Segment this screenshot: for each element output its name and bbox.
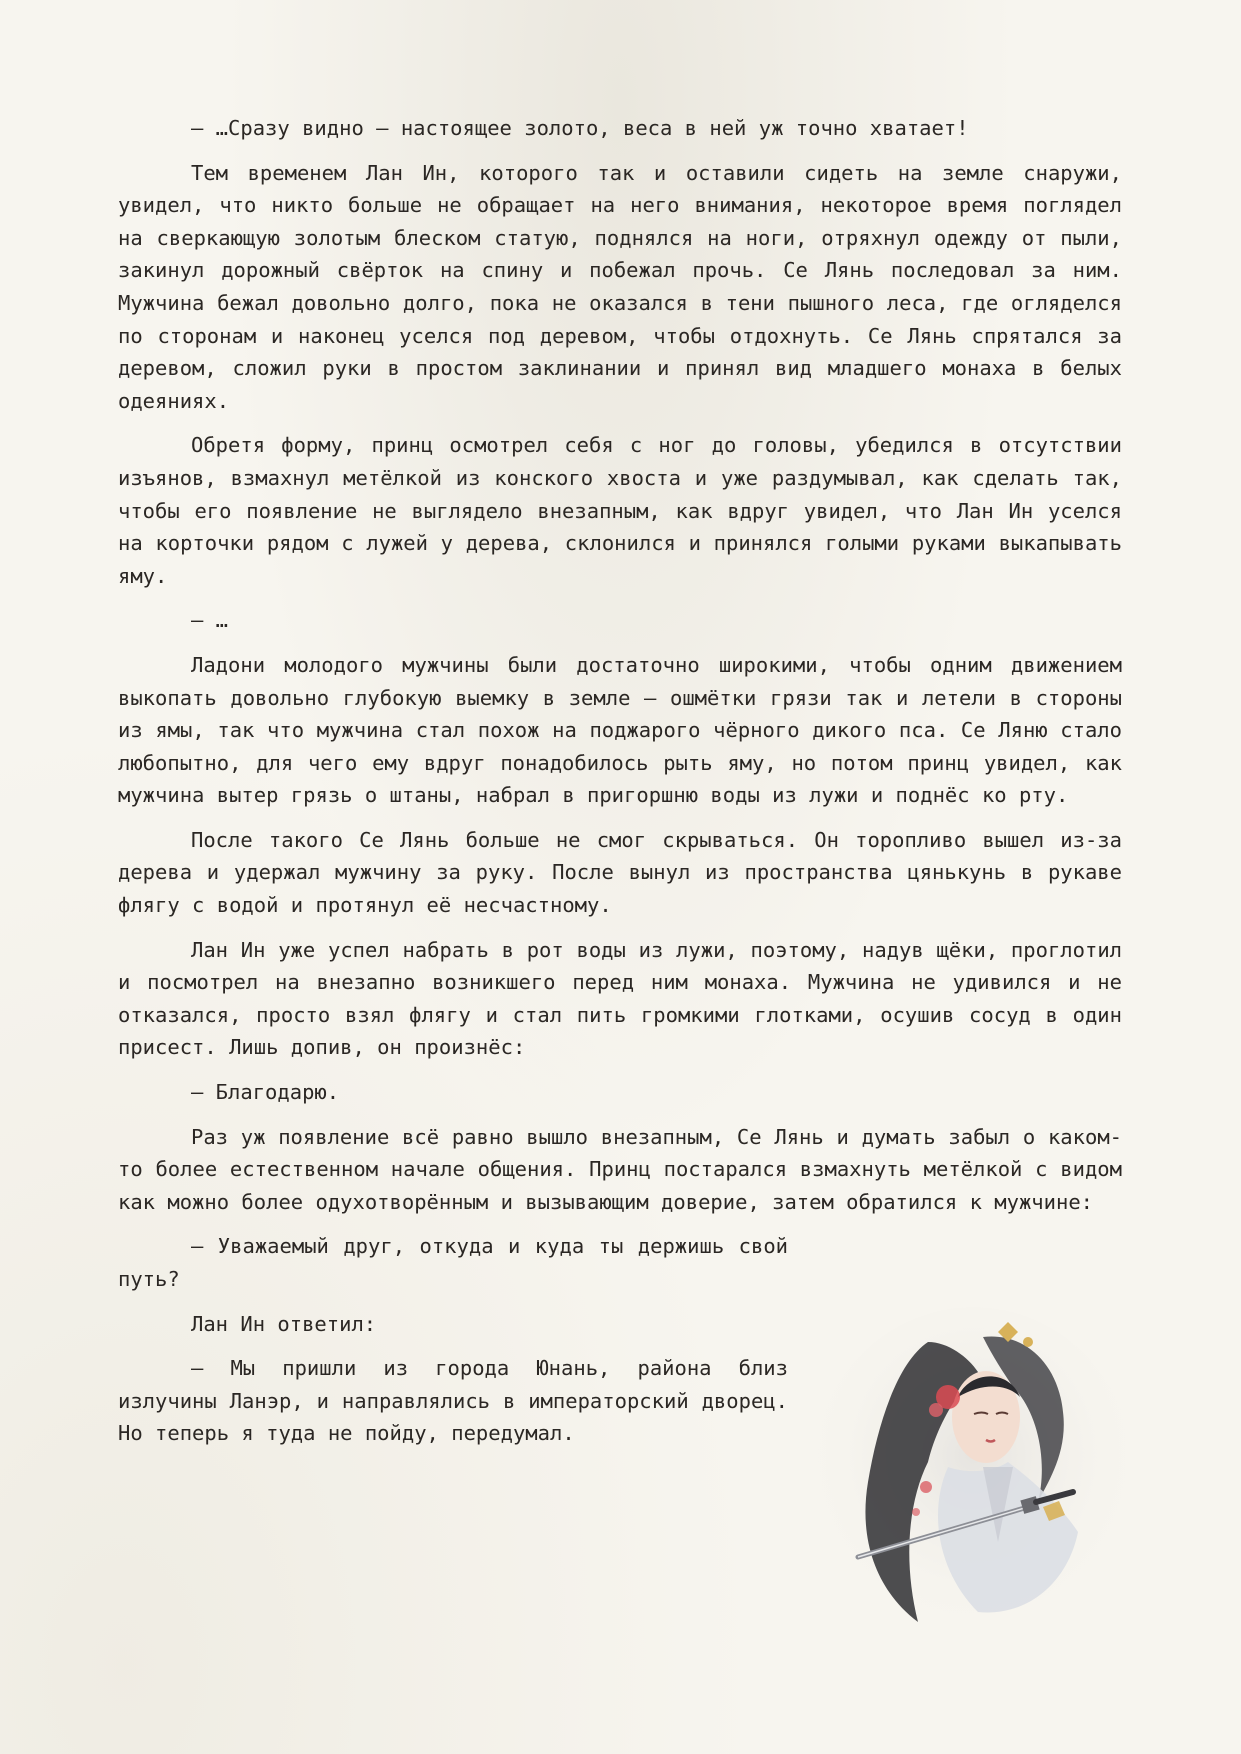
paragraph: Лан Ин ответил: <box>191 1311 377 1336</box>
paragraph: — Уважаемый друг, откуда и куда ты держишь свой путь? <box>118 1234 788 1291</box>
paragraph: Ладони молодого мужчины были достаточно широкими, чтобы одним движением выкопать довольно глубокую выемку в земле — ошмётки грязи так и летели в стороны из ямы, так что мужчина стал похож на поджарого чёрного дикого пса. Се Ляню стало любопытно, для чего ему вдруг понадобилось рыть яму, но потом принц увидел, как мужчина вытер грязь о штаны, набрал в пригоршню воды из лужи и поднёс ко рту. <box>118 652 1122 808</box>
paragraph: Лан Ин уже успел набрать в рот воды из лужи, поэтому, надув щёки, проглотил и посмотрел на внезапно возникшего перед ним монаха. Мужчина не удивился и не отказался, просто взял флягу и стал пить громкими глотками, осушив сосуд в один присест. Лишь допив, он произнёс: <box>118 937 1122 1060</box>
paragraph: — Благодарю. <box>191 1080 340 1105</box>
paragraph: — Мы пришли из города Юнань, района близ излучины Ланэр, и направлялись в императорский дворец. Но теперь я туда не пойду, передумал. <box>118 1356 788 1446</box>
paragraph: После такого Се Лянь больше не смог скрываться. Он торопливо вышел из-за дерева и удержал мужчину за руку. После вынул из пространства цянькунь в рукаве флягу с водой и протянул её несчастному. <box>118 827 1122 918</box>
paragraph: — …Сразу видно — настоящее золото, веса в ней уж точно хватает! <box>191 116 969 140</box>
text-column <box>118 112 1122 1462</box>
paragraph: Обретя форму, принц осмотрел себя с ног до головы, убедился в отсутствии изъянов, взмахнул метёлкой из конского хвоста и уже раздумывал, как сделать так, чтобы его появление не выглядело внезапным, как вдруг увидел, что Лан Ин уселся на корточки рядом с лужей у дерева, склонился и принялся голыми руками выкапывать яму. <box>118 433 1122 588</box>
illustration-woman-with-sword-icon <box>808 1302 1128 1632</box>
paragraph: Раз уж появление всё равно вышло внезапным, Се Лянь и думать забыл о каком-то более естественном начале общения. Принц постарался взмахнуть метёлкой с видом как можно более одухотворённым и вызывающим доверие, затем обратился к мужчине: <box>118 1124 1122 1214</box>
paragraph: Тем временем Лан Ин, которого так и оставили сидеть на земле снаружи, увидел, что никто больше не обращает на него внимания, некоторое время поглядел на сверкающую золотым блеском статую, поднялся на ноги, отряхнул одежду от пыли, закинул дорожный свёрток на спину и побежал прочь. Се Лянь последовал за ним. Мужчина бежал довольно долго, пока не оказался в тени пышного леса, где огляделся по сторонам и наконец уселся под деревом, чтобы отдохнуть. Се Лянь спрятался за деревом, сложил руки в простом заклинании и принял вид младшего монаха в белых одеяниях. <box>118 160 1122 413</box>
paragraph: — … <box>191 608 229 633</box>
